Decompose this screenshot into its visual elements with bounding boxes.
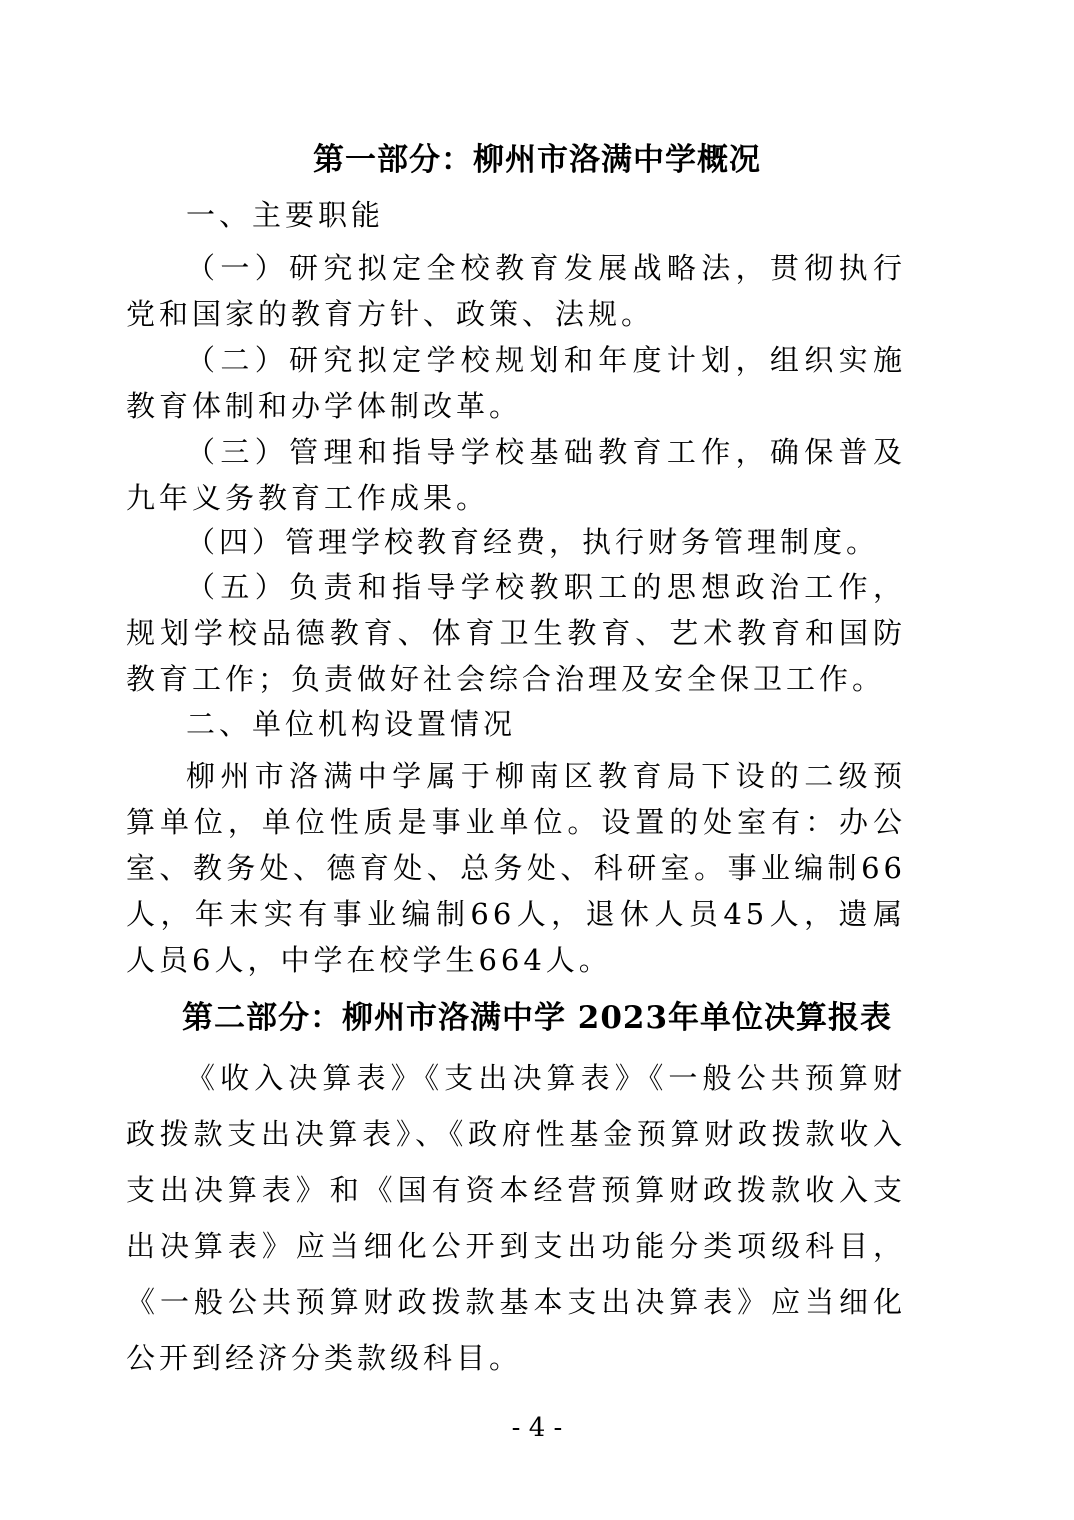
section2-body: 柳州市洛满中学属于柳南区教育局下设的二级预算单位，单位性质是事业单位。设置的处室有：办公室、教务处、德育处、总务处、科研室。事业编制66人，年末实有事业编制66人，退休人员45人，遗属人员6人，中学在校学生664人。 [126,759,906,977]
page-number: - 4 - [511,1413,563,1443]
duty-item-2: （二）研究拟定学校规划和年度计划，组织实施教育体制和办学体制改革。 [126,343,906,423]
section1-heading: 一、主要职能 [186,198,385,232]
duty-item-4: （四）管理学校教育经费，执行财务管理制度。 [186,525,880,559]
duty-item-3: （三）管理和指导学校基础教育工作，确保普及九年义务教育工作成果。 [126,435,906,515]
part2-title: 第二部分：柳州市洛满中学 2023年单位决算报表 [181,1000,893,1036]
part1-title: 第一部分：柳州市洛满中学概况 [313,142,761,178]
section2-heading: 二、单位机构设置情况 [186,707,517,741]
duty-item-5: （五）负责和指导学校教职工的思想政治工作，规划学校品德教育、体育卫生教育、艺术教育和国防教育工作；负责做好社会综合治理及安全保卫工作。 [126,570,906,696]
part2-body: 《收入决算表》《支出决算表》《一般公共预算财政拨款支出决算表》、《政府性基金预算财政拨款收入支出决算表》和《国有资本经营预算财政拨款收入支出决算表》应当细化公开到支出功能分类项级科目，《一般公共预算财政拨款基本支出决算表》应当细化公开到经济分类款级科目。 [126,1061,906,1375]
duty-item-1: （一）研究拟定全校教育发展战略法，贯彻执行党和国家的教育方针、政策、法规。 [126,251,906,331]
